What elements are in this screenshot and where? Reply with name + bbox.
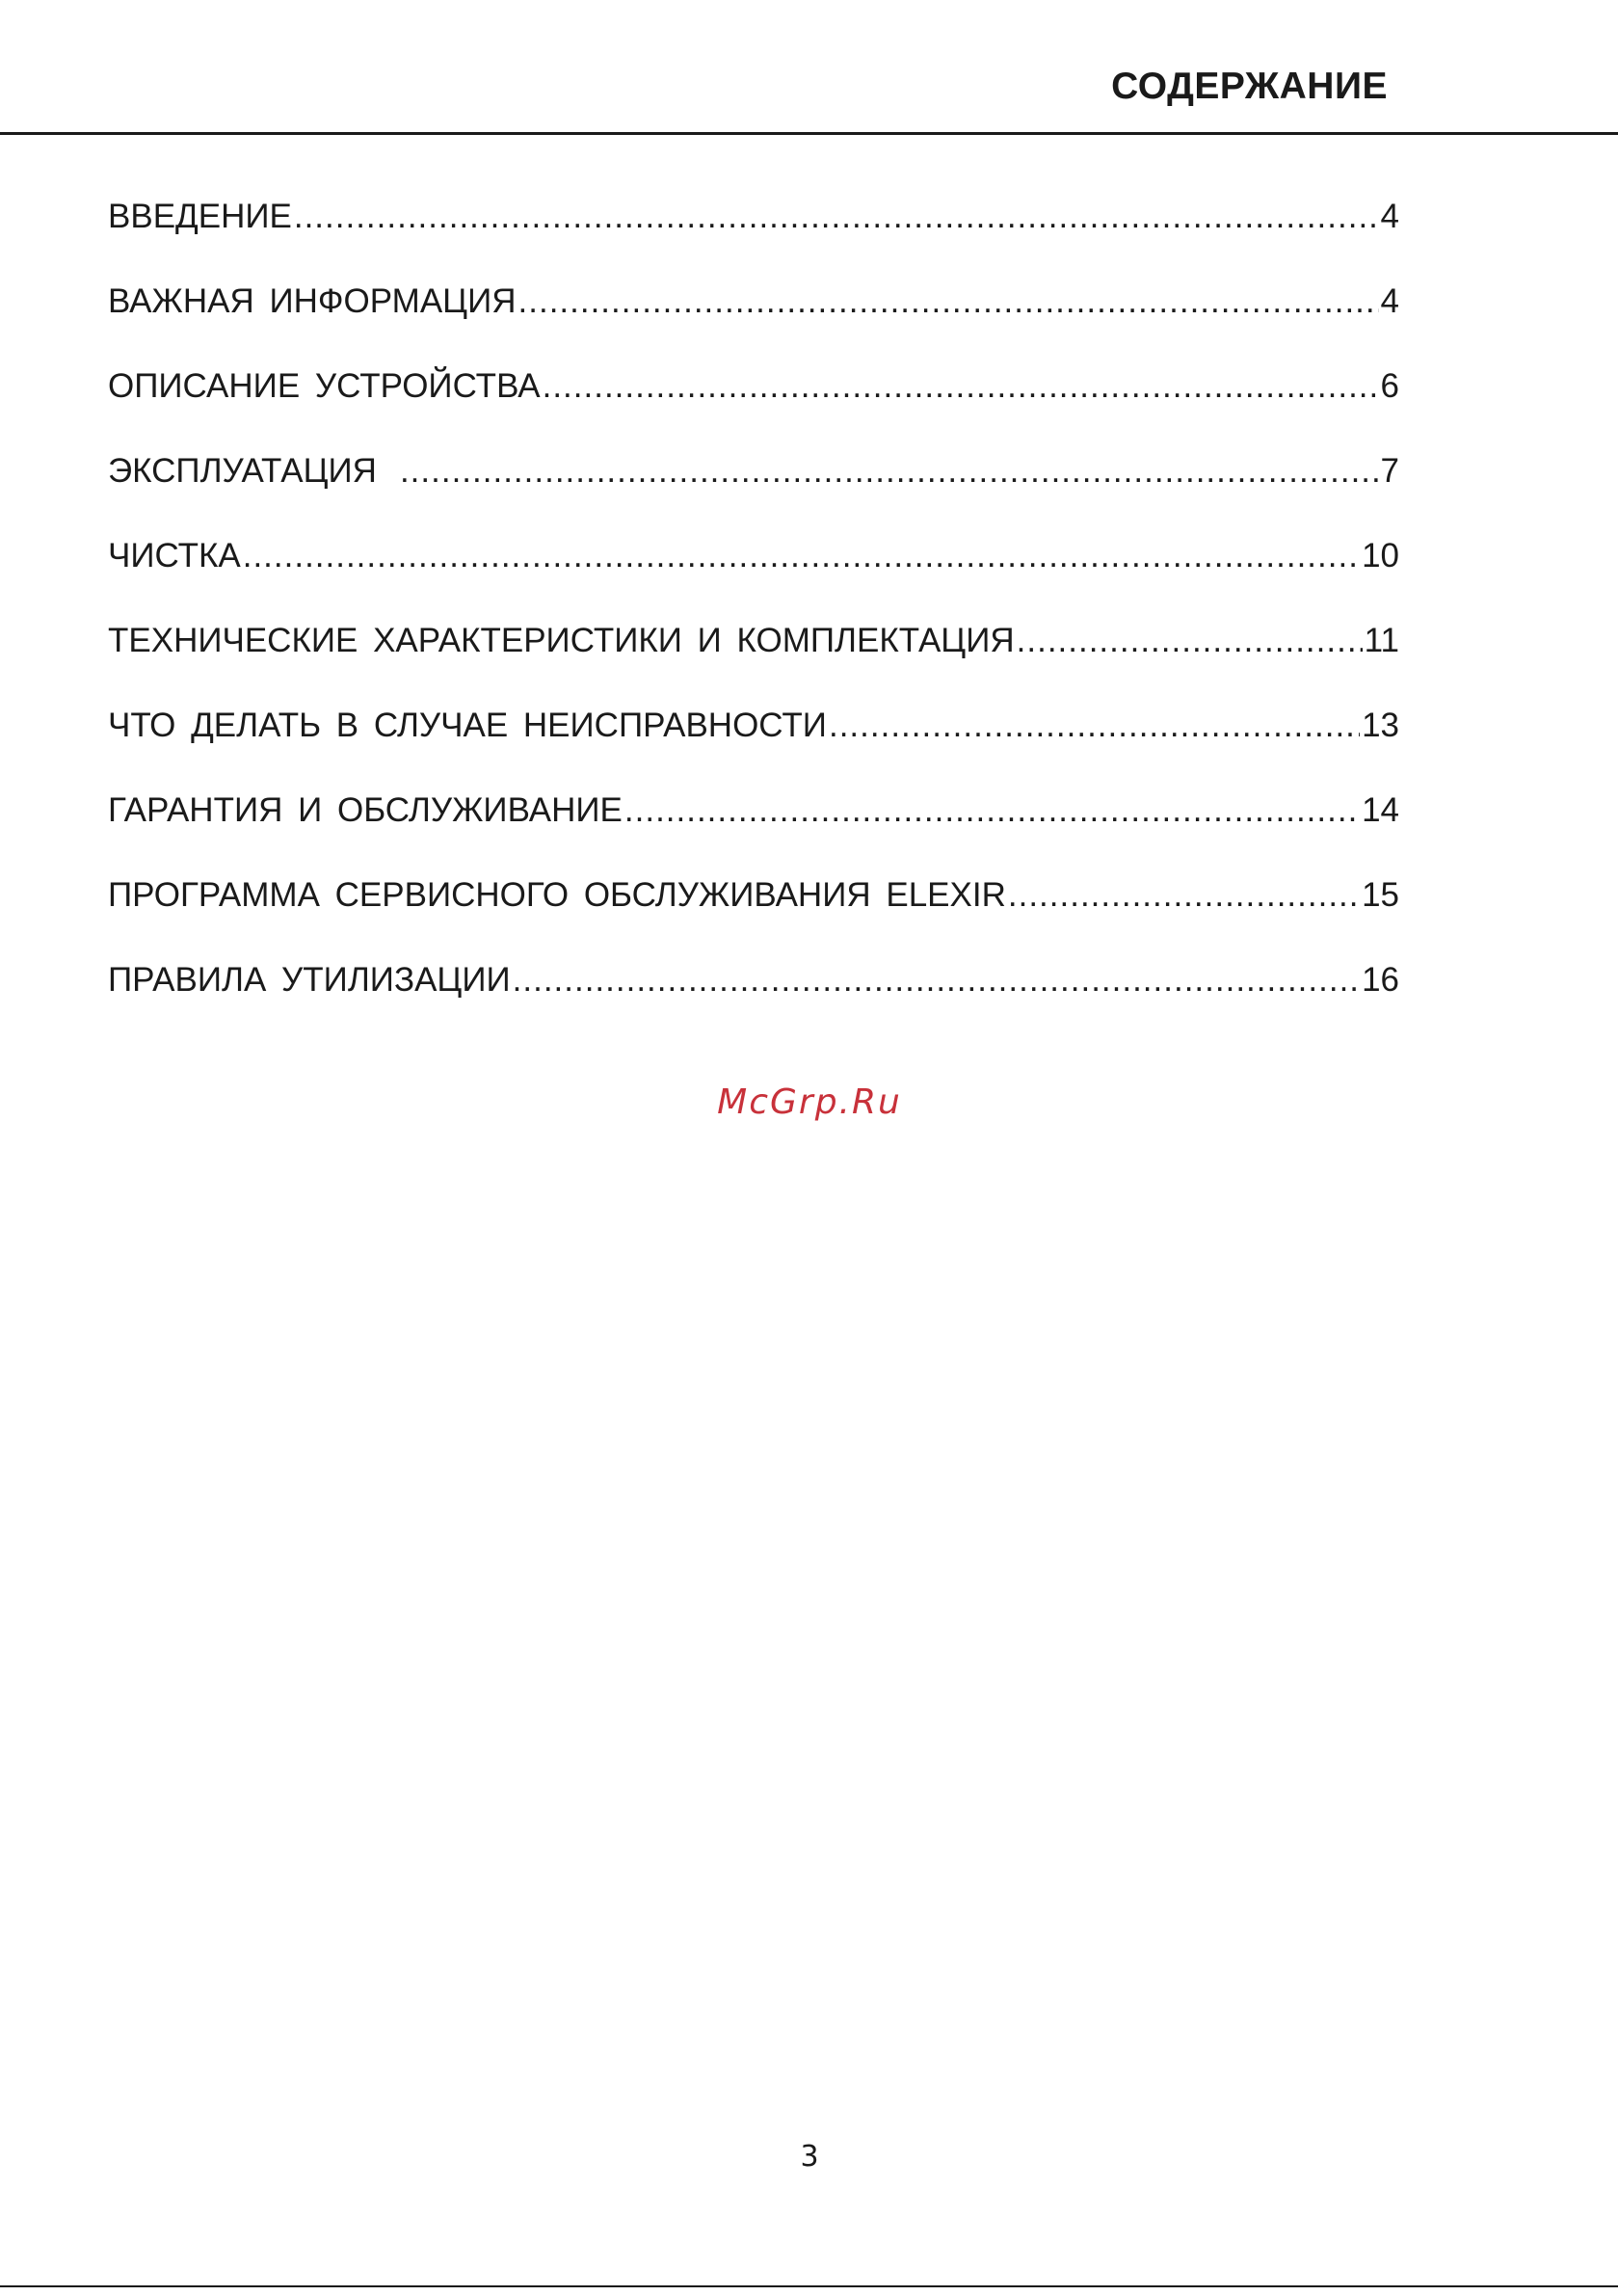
toc-entry-device-description[interactable] (108, 367, 1399, 452)
toc-entry-page: 15 (1362, 876, 1399, 914)
toc-entry-page: 10 (1362, 537, 1399, 574)
toc-dot-leader (624, 791, 1360, 830)
toc-entry-introduction[interactable] (108, 198, 1399, 282)
toc-entry-page: 4 (1380, 282, 1399, 320)
header-divider (0, 132, 1618, 135)
page-number: 3 (800, 2140, 819, 2174)
toc-dot-leader (294, 198, 1379, 236)
toc-dot-leader (513, 961, 1360, 1000)
toc-entry-cleaning[interactable] (108, 537, 1399, 622)
toc-entry-title: ВВЕДЕНИЕ (108, 198, 292, 235)
toc-entry-page: 6 (1380, 367, 1399, 405)
toc-entry-page: 16 (1362, 961, 1399, 999)
toc-entry-page: 11 (1364, 622, 1399, 659)
toc-entry-title: ЧТО ДЕЛАТЬ В СЛУЧАЕ НЕИСПРАВНОСТИ (108, 707, 827, 744)
toc-entry-title: ПРАВИЛА УТИЛИЗАЦИИ (108, 961, 511, 999)
toc-entry-page: 7 (1380, 452, 1399, 490)
toc-entry-title: ЭКСПЛУАТАЦИЯ (108, 452, 377, 490)
toc-dot-leader (1017, 622, 1363, 660)
toc-entry-title: ТЕХНИЧЕСКИЕ ХАРАКТЕРИСТИКИ И КОМПЛЕКТАЦИЯ (108, 622, 1015, 659)
toc-entry-disposal-rules[interactable] (108, 961, 1399, 1046)
toc-entry-title: ЧИСТКА (108, 537, 241, 574)
page-title: СОДЕРЖАНИЕ (1111, 66, 1388, 107)
toc-dot-leader (400, 452, 1379, 491)
toc-entry-specifications[interactable] (108, 622, 1399, 707)
toc-entry-title: ПРОГРАММА СЕРВИСНОГО ОБСЛУЖИВАНИЯ ELEXIR (108, 876, 1006, 914)
toc-entry-troubleshooting[interactable] (108, 707, 1399, 791)
toc-entry-title: ГАРАНТИЯ И ОБСЛУЖИВАНИЕ (108, 791, 623, 829)
footer-divider (0, 2285, 1618, 2287)
toc-entry-warranty[interactable] (108, 791, 1399, 876)
toc-entry-important-info[interactable] (108, 282, 1399, 367)
watermark: McGrp.Ru (717, 1082, 902, 1122)
toc-entry-service-program[interactable] (108, 876, 1399, 961)
toc-entry-page: 13 (1362, 707, 1399, 744)
toc-entry-title: ВАЖНАЯ ИНФОРМАЦИЯ (108, 282, 517, 320)
toc-entry-operation[interactable] (108, 452, 1399, 537)
toc-dot-leader (543, 367, 1379, 406)
toc-dot-leader (243, 537, 1360, 575)
toc-dot-leader (518, 282, 1379, 321)
toc-dot-leader (829, 707, 1360, 745)
table-of-contents (108, 198, 1399, 1046)
toc-dot-leader (1008, 876, 1360, 915)
toc-entry-title: ОПИСАНИЕ УСТРОЙСТВА (108, 367, 541, 405)
toc-entry-page: 4 (1380, 198, 1399, 235)
toc-entry-page: 14 (1362, 791, 1399, 829)
